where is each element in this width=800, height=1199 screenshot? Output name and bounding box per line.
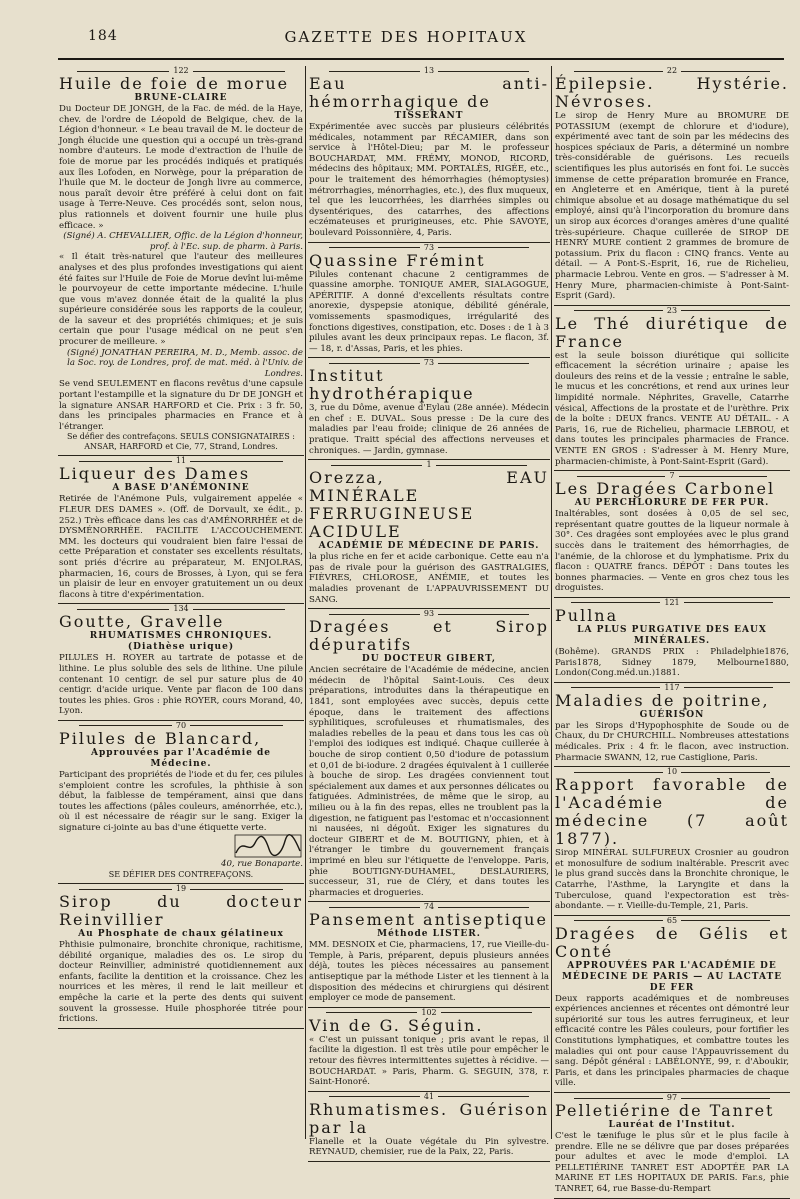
ad-body: est la seule boisson diurétique qui sollicite efficacement la sécrétion urinaire ; apaise les douleurs des reins et de la vessie ; entraîne le sable, le mucus et les concrétions, et rend aux urines leur limpidité normale. Néphrites, Gravelle, Catarrhe vésical, Affections de la prostate et de l'urèthre. Prix de la boîte : DEUX francs. VENTE AU DÉTAIL. - A Paris, 16, rue de Richelieu, pharmacie LEBROU, et dans toutes les principales pharmacies de France. VENTE EN GROS : S'adresser à M. Henry Mure, pharmacien-chimiste, à Pont-Saint-Esprit (Gard).	[555, 350, 789, 467]
ad-number: 134	[59, 604, 303, 613]
ad-body: par les Sirops d'Hypophosphite de Soude ou de Chaux, du Dr CHURCHILL. Nombreuses attestations médicales. Prix : 4 fr. le flacon, avec instruction. Pharmacie SWANN, 12, rue Castiglione, Paris.	[555, 720, 789, 763]
ad-title: Pullna	[555, 605, 619, 625]
ad-subtitle: A BASE D'ANÉMONINE	[112, 483, 250, 494]
ad-title: Quassine Frémint	[309, 250, 486, 270]
ad-number: 73	[309, 243, 549, 252]
ad-subtitle: TISSERANT	[394, 111, 464, 121]
advertisement	[554, 916, 790, 1093]
ad-title: Maladies de poitrine,	[555, 690, 770, 710]
ad-body: Sirop MINÉRAL SULFUREUX Crosnier au goudron et monosulfure de sodium inaltérable. Prescrit avec le plus grand succès dans la Bronchite chronique, le Catarrhe, l'Asthme, la Laryngite et dans la Tuberculose, quand l'expectoration est très-abondante. — r. Vieille-du-Temple, 21, Paris.	[555, 848, 789, 912]
ad-signature: (Signé) A. CHEVALLIER, Offic. de la Légion d'honneur, prof. à l'Ec. sup. de pharm. à Paris.	[63, 231, 303, 252]
ad-body: Inaltérables, sont dosées à 0,05 de sel sec, représentant quatre gouttes de la liqueur normale à 30°. Ces dragées sont employées avec le plus grand succès dans le traitement des hémorrhagies, de l'anémie, de la chlorose et du lymphatisme. Prix du flacon : QUATRE francs. DÉPÔT : Dans toutes les bonnes pharmacies. — Vente en gros chez tous les droguistes.	[555, 509, 789, 594]
ad-number: 10	[555, 767, 789, 776]
ad-subtitle: AU PERCHLORURE DE FER PUR.	[574, 498, 770, 509]
ad-body: Du Docteur DE JONGH, de la Fac. de méd. de la Haye, chev. de l'ordre de Léopold de Belgique, chev. de la Légion d'honneur. « Le beau travail de M. le docteur de Jongh élucide une question qui a occupé un très-grand nombre d'auteurs. Le mode d'extraction de l'huile de foie de morue par les procédés indiqués et pratiqués aux îles Lofoden, en Norwège, pour la préparation de l'huile que M. le docteur de Jongh livre au commerce, nous paraît devoir être préféré à celui dont on fait usage à Terre-Neuve. Ces procédés sont, selon nous, plus rationnels et doivent fournir une huile plus efficace. »	[59, 104, 303, 231]
ad-number: 11	[59, 456, 303, 465]
ad-subtitle: GUÉRISON	[639, 709, 705, 720]
advertisement	[58, 884, 304, 1029]
advertisement	[308, 243, 550, 359]
advertisement	[554, 306, 790, 472]
ad-title: Dragées et Sirop dépuratifs	[309, 617, 549, 655]
ad-title: Institut hydrothérapique	[309, 366, 475, 404]
ad-subtitle: Méthode LISTER.	[377, 929, 481, 940]
ad-title: Liqueur des Dames	[59, 464, 251, 484]
ad-title: Dragées de Gélis et Conté	[555, 923, 789, 961]
ad-title: Goutte, Gravelle	[59, 612, 225, 632]
ad-body: 3, rue du Dôme, avenue d'Eylau (28e année). Médecin en chef : E. DUVAL. Sous presse : De la cure des maladies par l'eau froide; clinique de 26 années de pratique. Traitt spécial des affections nerveuses et chroniques. — Jardin, gymnase.	[309, 403, 549, 456]
ad-title: Pilules de Blancard,	[59, 728, 262, 748]
column-divider	[305, 66, 306, 1139]
advertisement	[308, 1092, 550, 1162]
ad-number: 7	[555, 471, 789, 480]
ad-body: Ancien secrétaire de l'Académie de médecine, ancien médecin de l'hôpital Saint-Louis. Ces deux préparations, introduites dans la thérapeutique en 1841, sont employées avec succès, depuis cette époque, dans le traitement des affections syphilitiques, scrofuleuses et rhumatismales, des maladies rebelles de la peau et dans tous les cas où l'emploi des iodiques est indiqué. Chaque cuillerée à bouche de sirop contient 0,50 d'iodure de potassium et 0,01 de bi-iodure. 2 dragées équivalent à 1 cuillerée à bouche de sirop. Les dragées conviennent tout spécialement aux dames et aux personnes délicates ou fatiguées. Administrées, de même que le sirop, au milieu ou à la fin des repas, elles ne troublent pas la digestion, ne fatiguent pas l'estomac et n'occasionnent ni nausées, ni dégoût. Exiger les signatures du docteur GIBERT et de M. BOUTIGNY, phien, et à l'étranger le timbre du gouvernement français imprimé en bleu sur l'étiquette de l'enveloppe. Paris, phie BOUTIGNY-DUHAMEL, DESLAURIERS, successeur, 31, rue de Cléry, et dans toutes les pharmacies et drogueries.	[309, 665, 549, 898]
ad-number: 19	[59, 884, 303, 893]
ad-title: Pansement antiseptique	[309, 910, 548, 930]
ad-body: Flanelle et la Ouate végétale du Pin sylvestre. REYNAUD, chemisier, rue de la Paix, 22, Paris.	[309, 1136, 549, 1158]
ad-body: Participant des propriétés de l'iode et du fer, ces pilules s'emploient contre les scrofules, la phthisie à son début, la faiblesse de tempérament, ainsi que dans toutes les affections (pâles couleurs, aménorrhée, etc.), où il est nécessaire de réagir sur le sang. Exiger la signature ci-jointe au bas d'une étiquette verte.	[59, 769, 303, 833]
ad-body: Pilules contenant chacune 2 centigrammes de quassine amorphe. TONIQUE AMER, SIALAGOGUE, APÉRITIF. A donné d'excellents résultats contre anorexie, dyspepsie atonique, débilité générale, vomissements spasmodiques, irrégularité des fonctions digestives, constipation, etc. Doses : de 1 à 3 pilules avant les deux principaux repas. Le flacon, 3f. — 18, r. d'Assas, Paris, et les phies.	[309, 269, 549, 354]
ad-title: Vin de G. Séguin.	[309, 1015, 484, 1035]
advertisement	[554, 471, 790, 598]
ad-title: Les Dragées Carbonel	[555, 479, 776, 499]
ad-body: MM. DESNOIX et Cie, pharmaciens, 17, rue Vieille-du-Temple, à Paris, préparent, depuis plusieurs années déjà, toutes les pièces nécessaires au pansement antiseptique par la méthode Lister et les tiennent à la disposition des médecins et chirurgiens qui désirent employer ce mode de pansement.	[309, 940, 549, 1004]
ad-title: Orezza, EAU MINÉRALE FERRUGINEUSE ACIDULE	[309, 468, 549, 542]
ad-number: 117	[555, 683, 789, 692]
ad-subtitle: Lauréat de l'Institut.	[608, 1120, 736, 1131]
column-3	[554, 66, 790, 1194]
ad-title: Épilepsie. Hystérie. Névroses.	[555, 74, 789, 111]
ad-number: 22	[555, 66, 789, 75]
ad-number: 70	[59, 721, 303, 730]
ad-body: Retirée de l'Anémone Puls, vulgairement appelée « FLEUR DES DAMES ». (Off. de Dorvault, xe édit., p. 252.) Très efficace dans les cas d'AMÉNORRHÉE et de DYSMÉNORRHÉE. FACILITE L'ACCOUCHEMENT. MM. les docteurs qui voudraient bien faire l'essai de cette Préparation et constater ses excellents résultats, sont priés d'écrire au préparateur, M. ENJOLRAS, pharmacien, 16, cours de Brosses, à Lyon, qui se fera un plaisir de leur en envoyer gratuitement un ou deux flacons à titre d'expérimentation.	[59, 494, 303, 600]
ad-number: 93	[309, 609, 549, 618]
ad-title: Rapport favorable de l'Académie de médecine (7 août 1877).	[555, 775, 789, 849]
ad-subtitle: Approuvées par l'Académie de Médecine.	[90, 747, 272, 769]
ad-body: Se vend SEULEMENT en flacons revêtus d'une capsule portant l'estampille et la signature du Dr DE JONGH et la signature ANSAR HARFORD et Cie. Prix : 3 fr. 50, dans les principales pharmacies en France et à l'étranger.	[59, 379, 303, 432]
ad-title: Le Thé diurétique de France	[555, 313, 789, 351]
ad-address: 40, rue Bonaparte.	[220, 859, 303, 870]
ad-title: Huile de foie de morue	[59, 74, 290, 93]
advertisement	[58, 66, 304, 456]
ad-title: Rhumatismes. Guérison par la	[309, 1099, 549, 1137]
header-rule	[58, 58, 784, 60]
advertisement	[554, 767, 790, 916]
ad-body: « Il était très-naturel que l'auteur des meilleures analyses et des plus profondes investigations qui aient été faites sur l'Huile de Foie de Morue devînt lui-même le pourvoyeur de cette importante médecine. L'huile que vous m'avez donnée était de la qualité la plus supérieure considérée sous les rapports de la couleur, de la saveur et des propriétés chimiques; et je suis certain que pour l'usage médical on ne peut s'en procurer de meilleure. »	[59, 252, 303, 348]
advertisement	[308, 1008, 550, 1092]
ad-number: 97	[555, 1093, 789, 1102]
ad-body: Le sirop de Henry Mure au BROMURE DE POTASSIUM (exempt de chlorure et d'iodure), expérimenté avec tant de soin par les médecins des hospices spéciaux de Paris, a déterminé un nombre très-considérable de guérisons. Les recueils scientifiques les plus autorisés en font foi. Le succès immense de cette préparation bromurée en France, en Angleterre et en Amérique, tient à la pureté chimique absolue et au dosage mathématique du sel employé, ainsi qu'à l'incorporation du bromure dans un sirop aux écorces d'oranges amères d'une qualité très-supérieure. Chaque cuillerée de SIROP DE HENRY MURE contient 2 grammes de bromure de potassium. Prix du flacon : CINQ francs. Vente au détail. — A Pont-S.-Esprit, 16, rue de Richelieu, pharmacie Lebrou. Vente en gros. — S'adresser à M. Henry Mure, pharmacien-chimiste à Pont-Saint-Esprit (Gard).	[555, 111, 789, 302]
column-divider	[551, 66, 552, 1139]
ad-note: Se défier des contrefaçons. SEULS CONSIGNATAIRES : ANSAR, HARFORD et Cie, 77, Strand, Londres.	[66, 432, 295, 452]
advertisement	[308, 902, 550, 1008]
advertisement	[58, 456, 304, 604]
ad-number: 23	[555, 306, 789, 315]
advertisement	[554, 66, 790, 306]
ad-body: « C'est un puissant tonique ; pris avant le repas, il facilite la digestion. Il est très utile pour empêcher le retour des fièvres intermittentes sujettes à récidive. — BOUCHARDAT. » Paris, Pharm. G. SEGUIN, 378, r. Saint-Honoré.	[309, 1034, 549, 1088]
advertisement	[308, 460, 550, 609]
ad-body: Phthisie pulmonaire, bronchite chronique, rachitisme, débilité organique, maladies des os. Le sirop du docteur Reinvillier, administré quotidiennement aux enfants, facilite la dentition et la croissance. Chez les nourrices et les mères, il rend le lait meilleur et empêche la carie et la perte des dents qui suivent souvent la grossesse. Huile phosphorée titrée pour frictions.	[59, 940, 303, 1025]
ad-note: SE DÉFIER DES CONTREFAÇONS.	[108, 870, 254, 880]
ad-number: 1	[309, 460, 549, 469]
column-2	[308, 66, 550, 1158]
ad-number: 74	[309, 902, 549, 911]
handwritten-signature-image	[59, 833, 303, 859]
page-header	[28, 22, 784, 46]
ad-title: Pelletiérine de Tanret	[555, 1101, 775, 1121]
advertisement	[554, 1093, 790, 1199]
ad-body: Deux rapports académiques et de nombreuses expériences anciennes et récentes ont démontré leur supériorité sur tous les autres ferrugineux, et leur efficacité contre les Pâles couleurs, pour fortifier les Constitutions lymphatiques, et combattre toutes les maladies qui ont pour cause l'Appauvrissement du sang. Dépôt général : LABÉLONYE, 99, r. d'Aboukir, Paris, et dans les principales pharmacies de chaque ville.	[555, 993, 789, 1089]
ad-body: PILULES H. ROYER au tartrate de potasse et de lithine. Le plus soluble des sels de lithine. Une pilule contenant 10 centigr. de sel pur sature plus de 40 centigr. d'acide urique. Vente par flacon de 100 dans toutes les phies. Gros : phie ROYER, cours Morand, 40, Lyon.	[59, 653, 303, 717]
advertisement	[58, 604, 304, 721]
ad-number: 122	[59, 66, 303, 75]
ad-subtitle: APPROUVÉES PAR L'ACADÉMIE DE MÉDECINE DE PARIS — AU LACTATE DE FER	[561, 960, 783, 993]
ad-number: 121	[555, 598, 789, 607]
ad-number: 41	[309, 1092, 549, 1101]
advertisement	[554, 598, 790, 683]
advertisement	[308, 358, 550, 460]
ad-number: 73	[309, 358, 549, 367]
ad-title: Eau anti-hémorrhagique de	[309, 74, 549, 111]
ad-subtitle: BRUNE-CLAIRE	[134, 93, 228, 103]
journal-title: GAZETTE DES HOPITAUX	[284, 28, 528, 46]
ad-number: 13	[309, 66, 549, 75]
ad-columns	[58, 66, 790, 1194]
ad-subtitle: DU DOCTEUR GIBERT,	[361, 654, 497, 665]
advertisement	[58, 721, 304, 884]
ad-subtitle: LA PLUS PURGATIVE DES EAUX MINÉRALES.	[577, 624, 767, 646]
ad-body: la plus riche en fer et acide carbonique. Cette eau n'a pas de rivale pour la guérison des GASTRALGIES, FIÈVRES, CHLOROSE, ANÉMIE, et toutes les maladies provenant de L'APPAUVRISSEMENT DU SANG.	[309, 552, 549, 605]
ad-title: Sirop du docteur Reinvillier	[59, 892, 303, 930]
ad-body: C'est le tænifuge le plus sûr et le plus facile à prendre. Elle ne se délivre que par doses préparées pour adultes et avec le mode d'emploi. LA PELLETIÉRINE TANRET EST ADOPTÉE PAR LA MARINE ET LES HOPITAUX DE PARIS. Far.s, phie TANRET, 64, rue Basse-du-Rempart	[555, 1131, 789, 1194]
ad-subtitle: Au Phosphate de chaux gélatineux	[78, 929, 284, 940]
page-number: 184	[88, 28, 118, 44]
ad-subtitle: RHUMATISMES CHRONIQUES. (Diathèse urique)	[89, 631, 273, 653]
ad-number: 65	[555, 916, 789, 925]
column-1	[58, 66, 304, 1139]
advertisement	[308, 609, 550, 902]
advertisement	[554, 683, 790, 767]
ad-number: 102	[309, 1008, 549, 1017]
ad-subtitle: ACADÉMIE DE MÉDECINE DE PARIS.	[318, 541, 540, 552]
ad-body: (Bohême). GRANDS PRIX : Philadelphie1876, Paris1878, Sidney 1879, Melbourne1880, London(Cong.méd.un.)1881.	[555, 646, 789, 679]
advertisement	[308, 66, 550, 243]
ad-body: Expérimentée avec succès par plusieurs célébrités médicales, notamment par RÉCAMIER, dans son service à l'Hôtel-Dieu; par M. le professeur BOUCHARDAT, MM. FRÉMY, MONOD, RICORD, médecins des hôpitaux; MM. PORTALÈS, RIGÉE, etc., pour le traitement des hémorrhagies (hémoptysies) métrorrhagies, ménorrhagies, etc.), des flux muqueux, tel que les leucorrhées, les diarrhées simples ou dysentériques, des catarrhes, des affections eczémateuses et prurigineuses, etc. Phie SAVOYE, boulevard Poissonnière, 4, Paris.	[309, 122, 549, 238]
ad-signature: (Signé) JONATHAN PEREIRA, M. D., Memb. assoc. de la Soc. roy. de Londres, prof. de mat. méd. à l'Univ. de Londres.	[67, 347, 303, 379]
